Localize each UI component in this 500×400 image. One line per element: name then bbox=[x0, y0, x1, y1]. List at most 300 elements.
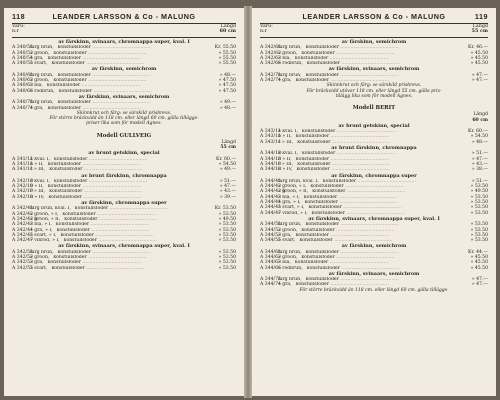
item-code: A 344/63 bbox=[260, 260, 281, 266]
item-price: » 54.50 bbox=[470, 134, 488, 140]
price-row bbox=[12, 266, 236, 271]
item-price: » 48.— bbox=[219, 105, 236, 111]
item-lining: konstullsfoder bbox=[49, 189, 83, 195]
item-color: a kval. I, bbox=[30, 178, 50, 184]
item-price: » 53.50 bbox=[218, 232, 236, 238]
model-length-label: Längd bbox=[221, 139, 236, 145]
item-color: färg brun, bbox=[278, 45, 302, 51]
item-price: » 45.50 bbox=[470, 50, 488, 56]
item-color: c » III, bbox=[30, 189, 46, 195]
item-color: b » II, bbox=[30, 161, 44, 167]
item-lining: konstullsfoder bbox=[60, 232, 94, 238]
item-code: A 342/42 b bbox=[12, 216, 38, 222]
item-color: färg brun, bbox=[278, 222, 302, 228]
item-code: A 341/11 bbox=[12, 167, 33, 173]
leader-dots: ........................................ bbox=[329, 167, 390, 173]
column-rule bbox=[260, 37, 488, 38]
item-price: » 53.50 bbox=[470, 210, 488, 216]
leader-dots: ........................................ bbox=[338, 277, 399, 283]
item-description bbox=[278, 238, 458, 243]
item-color: » blå, bbox=[278, 260, 291, 266]
item-price: Kr. 44.— bbox=[468, 249, 488, 255]
item-color: färg brun, kval. I, bbox=[30, 206, 71, 212]
item-color: » rödbrun, bbox=[278, 61, 303, 67]
item-lining: konstullsfoder bbox=[53, 178, 88, 184]
item-description bbox=[30, 167, 206, 172]
item-color: färg brun, bbox=[278, 72, 302, 78]
item-color: » grå, bbox=[278, 232, 292, 238]
item-code: A 342/19 bbox=[12, 178, 33, 184]
item-description bbox=[30, 266, 206, 271]
section-title: av färskinn, semichrom bbox=[341, 243, 407, 250]
item-code: A 342/51 bbox=[12, 249, 33, 255]
item-code: A 344/44 bbox=[260, 200, 281, 206]
nr-label: n:r bbox=[260, 29, 267, 34]
item-code: A 344/61 bbox=[260, 249, 281, 255]
leader-dots: ........................................ bbox=[89, 222, 150, 228]
item-price: Kr. 46.— bbox=[468, 45, 488, 51]
item-price: » 53.50 bbox=[470, 222, 488, 228]
leader-dots: ........................................ bbox=[81, 184, 141, 190]
item-color: » blå, bbox=[30, 83, 43, 89]
item-price: » 47.— bbox=[471, 78, 488, 84]
leader-dots: ........................................ bbox=[86, 254, 147, 260]
section-title: av brunt getskinn, special bbox=[338, 122, 410, 129]
item-code: A 342/52 bbox=[12, 254, 33, 260]
item-lining: konstullsfoder bbox=[48, 194, 82, 200]
leader-dots: ........................................ bbox=[93, 232, 154, 238]
item-price: » 45.50 bbox=[470, 61, 488, 67]
leader-dots: ........................................ bbox=[335, 151, 396, 157]
leader-dots: ........................................ bbox=[328, 260, 389, 266]
leader-dots: ........................................ bbox=[338, 45, 399, 51]
item-color: c » III, bbox=[30, 167, 46, 173]
item-code: A 340/61 bbox=[12, 72, 33, 78]
item-lining: konstullsfoder bbox=[295, 156, 330, 162]
leader-dots: ........................................ bbox=[80, 55, 141, 61]
item-lining: konstullsfoder bbox=[53, 78, 87, 84]
item-color: » grå, bbox=[278, 282, 292, 288]
item-color: » grå, bbox=[30, 260, 44, 266]
section-title: av färskinn, semichrom bbox=[341, 39, 407, 45]
item-lining: konstullsfoder bbox=[310, 184, 344, 190]
item-lining: konstullsfoder bbox=[305, 277, 339, 283]
item-color: färg brun, kval. I, bbox=[278, 178, 319, 184]
item-code: A 344/42 b bbox=[260, 189, 286, 195]
item-lining: konstullsfoder bbox=[305, 72, 339, 78]
item-code: A 340/52 bbox=[12, 50, 33, 56]
item-price: » 47.— bbox=[471, 156, 488, 162]
item-color: » svart, » I, bbox=[30, 232, 57, 238]
item-price: » 49.50 bbox=[470, 189, 488, 195]
item-color: färg brun, bbox=[30, 45, 54, 51]
price-row bbox=[260, 238, 488, 243]
leader-dots: ........................................ bbox=[344, 210, 405, 216]
varu-label: Varu- bbox=[12, 24, 25, 29]
item-color: » blå, bbox=[278, 55, 291, 61]
leader-dots: ........................................ bbox=[329, 156, 389, 162]
item-price: » 47.— bbox=[219, 184, 236, 190]
item-lining: konstullsfoder bbox=[56, 227, 90, 233]
item-color: färg brun, bbox=[30, 100, 54, 106]
page-header bbox=[4, 12, 244, 22]
item-color: a kval. I, bbox=[278, 129, 298, 135]
leader-dots: ........................................ bbox=[334, 227, 395, 233]
item-price: » 53.50 bbox=[470, 194, 488, 200]
leader-dots: ........................................ bbox=[86, 50, 147, 56]
leader-dots: ........................................ bbox=[345, 189, 406, 195]
right-content bbox=[260, 39, 488, 293]
item-description bbox=[278, 61, 458, 66]
item-code: A 342/66 bbox=[260, 61, 281, 67]
leader-dots: ........................................ bbox=[80, 105, 141, 111]
item-lining: konstullsfoder bbox=[297, 161, 331, 167]
item-color: » gröön, bbox=[30, 78, 50, 84]
column-header bbox=[4, 24, 244, 37]
item-price: » 38.— bbox=[471, 167, 488, 173]
item-price: » 53.50 bbox=[470, 184, 488, 190]
item-lining: konstullsfoder bbox=[306, 265, 340, 271]
right-page bbox=[252, 8, 496, 396]
item-code: A 342/53 bbox=[12, 260, 33, 266]
item-code: A 340/54 bbox=[12, 55, 33, 61]
item-lining: konstullsfoder bbox=[53, 156, 88, 162]
item-color: färg brun, bbox=[278, 249, 302, 255]
item-color: b » II, bbox=[278, 134, 292, 140]
price-row bbox=[260, 211, 488, 216]
page-header bbox=[252, 12, 496, 22]
item-lining: konstullsfoder bbox=[294, 55, 329, 61]
spacer bbox=[260, 99, 488, 103]
item-description bbox=[278, 282, 458, 287]
item-color: » gröön, » II, bbox=[278, 189, 309, 195]
leader-dots: ........................................ bbox=[328, 232, 389, 238]
item-code: A 342/71 bbox=[260, 72, 281, 78]
section-title: av brunt färskinn, chromnappa bbox=[81, 172, 167, 179]
section-title: av färskinn, chromnappa super bbox=[81, 200, 167, 207]
item-lining: konstullsfoder bbox=[304, 200, 338, 206]
item-lining: konstullsfoder bbox=[46, 83, 81, 89]
item-code: A 340/63 bbox=[12, 83, 33, 89]
item-price: » 53.50 bbox=[218, 227, 236, 233]
item-lining: konstullsfoder bbox=[299, 238, 333, 244]
item-price: » 45.50 bbox=[470, 260, 488, 266]
leader-dots: ........................................ bbox=[97, 216, 158, 222]
item-lining: konstullsfoder bbox=[47, 55, 81, 61]
item-price: » 53.50 bbox=[218, 260, 236, 266]
leader-dots: ........................................ bbox=[91, 88, 152, 94]
leader-dots: ........................................ bbox=[343, 184, 404, 190]
section-title: av färskinn, svinaars, chromnappa super, kval. I bbox=[58, 243, 190, 250]
item-price: Kr. 55.50 bbox=[214, 45, 236, 51]
item-price: Kr. 60.— bbox=[216, 156, 236, 162]
note-line: priser lika som för modell Agnes. bbox=[86, 121, 162, 127]
item-color: » gröön, bbox=[30, 50, 50, 56]
item-description bbox=[278, 140, 458, 145]
item-code: A 342/42 bbox=[12, 211, 33, 217]
item-lining: konstullsfoder bbox=[311, 210, 345, 216]
item-color: » vinröd, » I, bbox=[278, 210, 308, 216]
item-color: » svart, bbox=[30, 61, 48, 67]
leader-dots: ........................................ bbox=[108, 206, 168, 212]
item-color: a kval. I, bbox=[278, 151, 298, 157]
item-lining: konstullsfoder bbox=[64, 216, 98, 222]
leader-dots: ........................................ bbox=[334, 254, 395, 260]
item-code: A 344/18 bbox=[260, 156, 281, 162]
item-lining: konstullsfoder bbox=[301, 254, 335, 260]
item-color: » gröön, bbox=[278, 50, 298, 56]
item-price: » 53.50 bbox=[218, 222, 236, 228]
item-price: » 48.— bbox=[471, 139, 488, 145]
item-price: » 49.— bbox=[219, 167, 236, 173]
item-code: A 340/62 bbox=[12, 78, 33, 84]
section-title: av färskinn, chromnappa super bbox=[331, 172, 417, 179]
item-price: » 45.50 bbox=[470, 265, 488, 271]
item-color: färg brun, bbox=[30, 72, 54, 78]
item-lining: konstullsfoder bbox=[308, 205, 342, 211]
item-color: c » III, bbox=[278, 139, 294, 145]
item-color: b » II, bbox=[278, 156, 292, 162]
item-code: A 340/71 bbox=[12, 100, 33, 106]
item-price: » 48.— bbox=[219, 72, 236, 78]
item-price: » 47.— bbox=[471, 277, 488, 283]
item-color: » svart, bbox=[278, 238, 296, 244]
item-code: A 344/41 bbox=[260, 178, 281, 184]
item-price: » 53.50 bbox=[470, 200, 488, 206]
item-lining: konstullsfoder bbox=[305, 45, 339, 51]
model-length-label: Längd bbox=[473, 112, 488, 118]
item-color: » grå, bbox=[278, 78, 292, 84]
item-color: » rödbrun, bbox=[278, 265, 303, 271]
note-line: För bräckvidd utöver 118 cm. eller längd 55 cm. gälla pris- bbox=[306, 88, 442, 94]
item-price: » 54.50 bbox=[218, 161, 236, 167]
item-price: » 49.50 bbox=[218, 216, 236, 222]
leader-dots: ........................................ bbox=[341, 205, 402, 211]
leader-dots: ........................................ bbox=[86, 78, 147, 84]
item-code: A 344/43 bbox=[260, 194, 281, 200]
left-page bbox=[4, 8, 244, 396]
footer-note: För större bräckvidd än 118 cm. eller längd 60 cm. gälla tilläggs- bbox=[299, 287, 449, 293]
column-rule bbox=[12, 37, 236, 38]
item-code: A 344/45 bbox=[260, 205, 281, 211]
leader-dots: ........................................ bbox=[330, 139, 391, 145]
item-lining: konstullsfoder bbox=[295, 134, 330, 140]
item-description bbox=[278, 78, 458, 83]
item-price: » 45.50 bbox=[470, 254, 488, 260]
spacer bbox=[12, 127, 236, 131]
leader-dots: ........................................ bbox=[90, 45, 151, 51]
item-code: A 342/45 bbox=[12, 232, 33, 238]
model-title: Modell GULLVEIG bbox=[96, 132, 152, 139]
item-code: A 344/66 bbox=[260, 265, 281, 271]
leader-dots: ........................................ bbox=[81, 194, 142, 200]
item-price: » 47.— bbox=[471, 72, 488, 78]
leader-dots: ........................................ bbox=[339, 265, 400, 271]
item-code: A 342/19 bbox=[12, 189, 33, 195]
item-code: A 342/19 bbox=[12, 194, 33, 200]
nr-label: n:r bbox=[12, 29, 19, 34]
item-code: A 344/42 bbox=[260, 184, 281, 190]
item-price: » 47.50 bbox=[218, 88, 236, 94]
item-color: d » IV, bbox=[278, 167, 293, 173]
section-title: av färskinn, svinaars, semichrom bbox=[328, 270, 420, 277]
item-code: A 344/74 bbox=[260, 282, 281, 288]
item-lining: konstullsfoder bbox=[57, 249, 91, 255]
item-lining: konstullsfoder bbox=[306, 61, 340, 67]
note-line: tillägg lika som för modell Agnes. bbox=[335, 93, 413, 99]
item-price: » 55.50 bbox=[218, 50, 236, 56]
item-lining: konstullsfoder bbox=[53, 50, 87, 56]
leader-dots: ........................................ bbox=[337, 194, 398, 200]
item-code: A 342/47 bbox=[12, 238, 33, 244]
item-lining: konstullsfoder bbox=[49, 167, 83, 173]
leader-dots: ........................................ bbox=[328, 78, 389, 84]
item-price: » 53.50 bbox=[218, 254, 236, 260]
item-lining: konstullsfoder bbox=[58, 88, 92, 94]
item-color: » gröön, bbox=[30, 254, 50, 260]
price-row bbox=[12, 106, 236, 111]
item-lining: konstullsfoder bbox=[303, 194, 338, 200]
price-row bbox=[260, 266, 488, 271]
item-color: » rödbrun, bbox=[30, 88, 55, 94]
price-row bbox=[260, 282, 488, 287]
item-code: A 340/55 bbox=[12, 61, 33, 67]
item-description bbox=[30, 195, 206, 200]
price-row bbox=[12, 61, 236, 66]
item-color: färg brun, bbox=[30, 249, 54, 255]
item-lining: konstullsfoder bbox=[301, 227, 335, 233]
item-price: Kr. 60.— bbox=[468, 129, 488, 135]
leader-dots: ........................................ bbox=[335, 129, 396, 135]
item-code: A 344/18 bbox=[260, 167, 281, 173]
item-lining: konstullsfoder bbox=[312, 189, 346, 195]
model-length-value: 60 cm bbox=[472, 117, 488, 123]
page-title: LEANDER LARSSON & Co - MALUNG bbox=[52, 12, 196, 21]
item-color: » grå, » I, bbox=[30, 227, 53, 233]
item-price: » 45.50 bbox=[470, 55, 488, 61]
price-row bbox=[12, 195, 236, 200]
item-lining: konstullsfoder bbox=[57, 72, 91, 78]
item-lining: konstullsfoder bbox=[296, 167, 330, 173]
item-price: » 53.50 bbox=[218, 211, 236, 217]
item-price: » 51.— bbox=[471, 151, 488, 157]
item-lining: konstullsfoder bbox=[301, 151, 336, 157]
item-code: A 344/18 bbox=[260, 161, 281, 167]
item-description bbox=[30, 89, 206, 94]
leader-dots: ........................................ bbox=[334, 50, 395, 56]
item-color: » blå, » I, bbox=[30, 222, 52, 228]
item-price: » 43.— bbox=[471, 161, 488, 167]
column-header bbox=[252, 24, 496, 37]
page-title: LEANDER LARSSON & Co - MALUNG bbox=[302, 12, 446, 21]
leader-dots: ........................................ bbox=[95, 211, 156, 217]
item-code: A 343/11 bbox=[260, 134, 281, 140]
item-lining: konstullsfoder bbox=[47, 161, 82, 167]
item-color: » svart, bbox=[30, 265, 48, 271]
note-line: För större bräckvidd än 118 cm. eller längd 60 cm. gälla tilläggs- bbox=[49, 116, 199, 122]
item-price: » 55.50 bbox=[218, 55, 236, 61]
item-code: A 342/44 bbox=[12, 227, 33, 233]
leader-dots: ........................................ bbox=[80, 260, 141, 266]
item-price: » 53.50 bbox=[470, 232, 488, 238]
item-color: » grå, bbox=[30, 105, 44, 111]
item-code: A 342/55 bbox=[12, 265, 33, 271]
price-row bbox=[12, 167, 236, 172]
item-code: A 343/11 bbox=[260, 129, 281, 135]
item-price: » 47.50 bbox=[218, 83, 236, 89]
leader-dots: ........................................ bbox=[84, 265, 145, 271]
leader-dots: ........................................ bbox=[356, 178, 416, 184]
item-color: » gröön, bbox=[278, 227, 298, 233]
item-code: A 342/62 bbox=[260, 50, 281, 56]
leader-dots: ........................................ bbox=[337, 200, 398, 206]
item-price: » 43.— bbox=[219, 189, 236, 195]
note-line: Skinnkrut och färg: se särskild prisbrevs. bbox=[76, 110, 172, 116]
leader-dots: ........................................ bbox=[90, 72, 151, 78]
item-price: » 51.— bbox=[471, 178, 488, 184]
leader-dots: ........................................ bbox=[329, 134, 389, 140]
item-price: » 55.50 bbox=[218, 61, 236, 67]
item-description bbox=[278, 167, 458, 172]
item-color: a kval. I, bbox=[30, 156, 50, 162]
note-line: Skinnkrut och färg: se särskild prisbrevs. bbox=[326, 83, 422, 89]
item-color: » vinröd, » I, bbox=[30, 238, 60, 244]
item-code: A 344/51 bbox=[260, 222, 281, 228]
section-title: av brunt getskinn, special bbox=[88, 150, 160, 157]
item-description bbox=[30, 61, 206, 66]
item-code: A 342/43 bbox=[12, 222, 33, 228]
item-lining: konstullsfoder bbox=[51, 61, 85, 67]
leader-dots: ........................................ bbox=[89, 227, 150, 233]
item-code: A 342/61 bbox=[260, 45, 281, 51]
item-description bbox=[30, 106, 206, 111]
item-lining: konstullsfoder bbox=[53, 254, 87, 260]
item-lining: konstullsfoder bbox=[305, 222, 339, 228]
item-lining: konstullsfoder bbox=[63, 238, 97, 244]
item-code: A 344/62 bbox=[260, 254, 281, 260]
price-row bbox=[260, 61, 488, 66]
item-color: » gröön, » II, bbox=[30, 216, 61, 222]
item-code: A 344/47 bbox=[260, 210, 281, 216]
item-code: A 342/74 bbox=[260, 78, 281, 84]
item-color: » svart, » I, bbox=[278, 205, 305, 211]
leader-dots: ........................................ bbox=[87, 178, 148, 184]
item-lining: konstullsfoder bbox=[47, 184, 82, 190]
leader-dots: ........................................ bbox=[338, 249, 399, 255]
varu-label: Varu- bbox=[260, 24, 273, 29]
section-title: av färskinn, svinaars, semichrom bbox=[78, 93, 170, 100]
item-color: » gröön, » I, bbox=[278, 184, 307, 190]
section-title: av färskinn, svinaars, chromnappa super, kval. I bbox=[58, 39, 190, 45]
item-code: A 342/63 bbox=[260, 55, 281, 61]
item-lining: konstullsfoder bbox=[51, 265, 85, 271]
leader-dots: ........................................ bbox=[339, 61, 400, 67]
leader-dots: ........................................ bbox=[90, 249, 151, 255]
item-lining: konstullsfoder bbox=[295, 78, 329, 84]
langd-label: Längd bbox=[472, 24, 488, 29]
item-color: b » II, bbox=[30, 184, 44, 190]
leader-dots: ........................................ bbox=[328, 55, 389, 61]
leader-dots: ........................................ bbox=[332, 238, 393, 244]
item-lining: konstullsfoder bbox=[301, 129, 336, 135]
item-price: » 39.— bbox=[219, 194, 236, 200]
item-lining: konstullsfoder bbox=[47, 105, 81, 111]
item-color: » gröön, » I, bbox=[30, 211, 59, 217]
item-code: A 340/51 bbox=[12, 45, 33, 51]
item-color: » blå, » I, bbox=[278, 194, 300, 200]
item-code: A 344/18 bbox=[260, 151, 281, 157]
item-price: » 53.50 bbox=[218, 238, 236, 244]
